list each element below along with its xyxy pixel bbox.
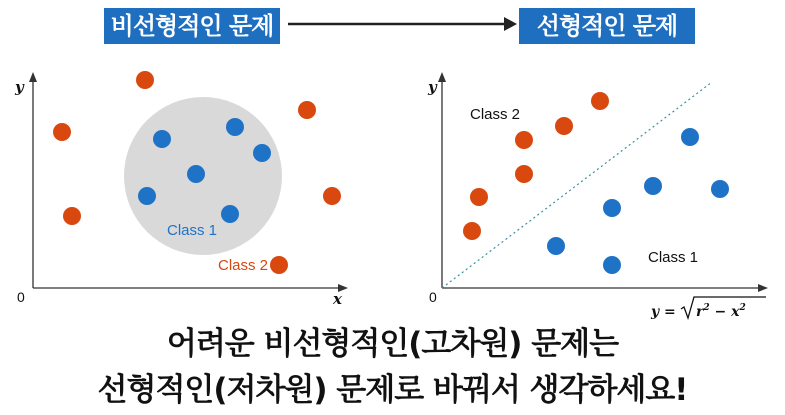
formula-lhs: y = [651,304,681,320]
right-class1-point [644,177,662,195]
right-class1-point [547,237,565,255]
left-class1-point [187,165,205,183]
left-class1-point [253,144,271,162]
formula-r: r [696,304,704,320]
right-class2-point [591,92,609,110]
left-class1-point [221,205,239,223]
formula-minus: − [709,304,732,320]
right-class1-point [681,128,699,146]
left-y-axis-arrow-icon [29,72,37,82]
left-class2-point [136,71,154,89]
right-class1-label: Class 1 [648,249,699,266]
right-class1-point [603,256,621,274]
left-class1-point [138,187,156,205]
left-class2-point [298,101,316,119]
right-class2-point [463,222,481,240]
right-class2-label: Class 2 [470,106,521,123]
left-class2-point [53,123,71,141]
left-plot [14,71,348,308]
caption-line-2: 선형적인(저차원) 문제로 바꿔서 생각하세요! [97,372,688,408]
left-class2-point [323,187,341,205]
right-class2-point [515,131,533,149]
left-origin-label: 0 [17,289,25,305]
left-class2-point [63,207,81,225]
nonlinear-problem-label: 비선형적인 문제 [104,8,280,44]
right-class2-point [470,188,488,206]
linear-problem-label: 선형적인 문제 [519,8,695,44]
formula-x: x [731,304,740,320]
left-class2-point [270,256,288,274]
right-x-axis-arrow-icon [758,284,768,292]
formula-exp-2: 2 [739,303,746,313]
right-class1-point [603,199,621,217]
right-y-axis-arrow-icon [438,72,446,82]
right-class2-point [555,117,573,135]
transform-formula [650,297,766,320]
left-x-axis-label: x [333,290,342,308]
right-class1-point [711,180,729,198]
caption-line-1: 어려운 비선형적인(고차원) 문제는 [166,326,619,362]
left-class1-point [153,130,171,148]
left-y-axis-label: y [15,78,24,96]
right-origin-label: 0 [429,289,437,305]
right-y-axis-label: y [428,78,437,96]
left-class1-point [226,118,244,136]
left-class1-label: Class 1 [167,222,218,239]
right-plot [427,72,768,320]
left-class2-label: Class 2 [218,257,269,274]
formula-exp-1: 2 [703,303,710,313]
right-class2-point [515,165,533,183]
